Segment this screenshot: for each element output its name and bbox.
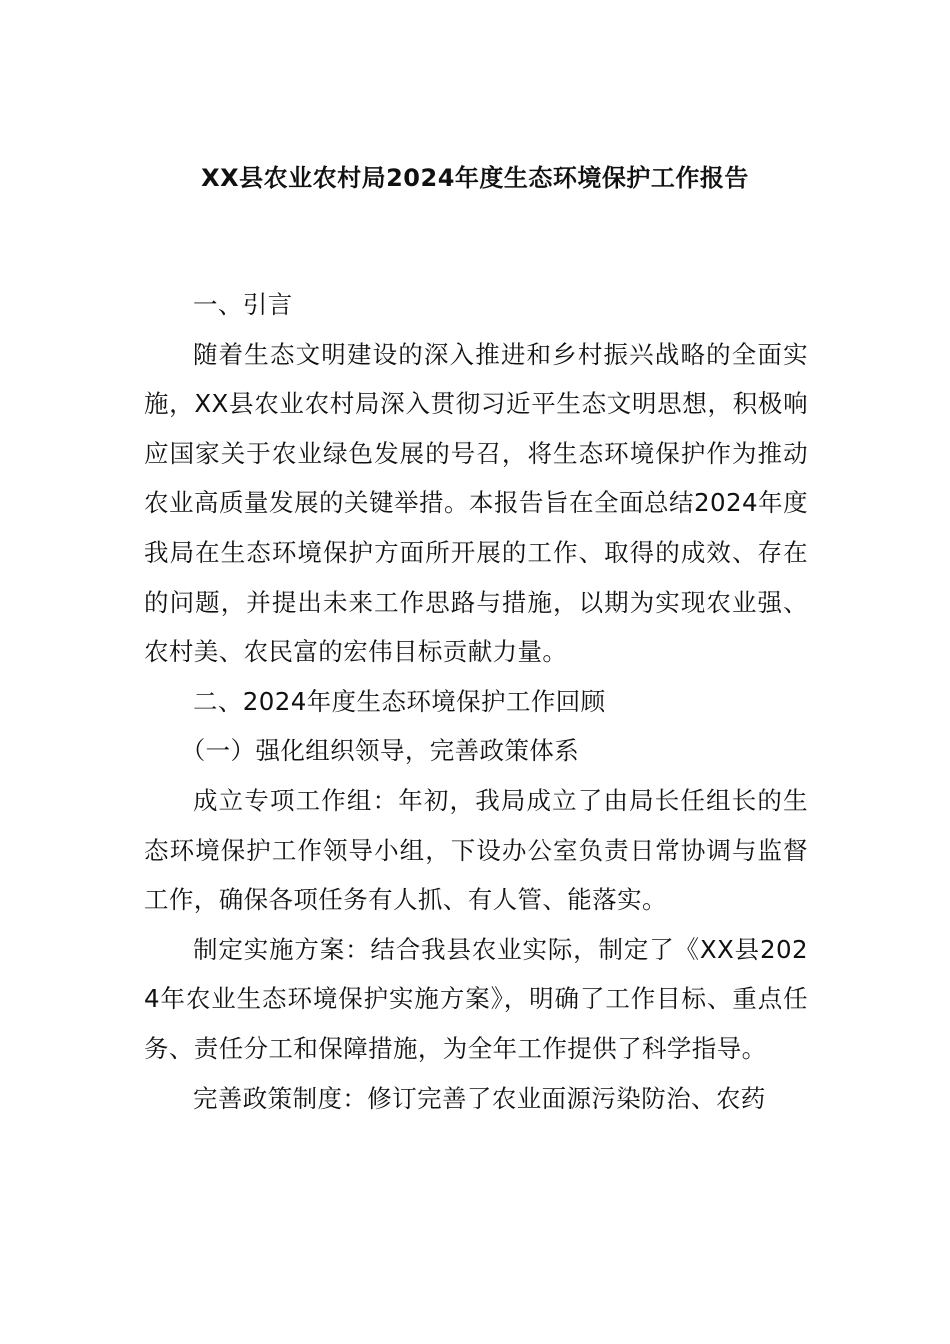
paragraph-item-3: 完善政策制度：修订完善了农业面源污染防治、农药 [193,1083,766,1113]
document-title: XX县农业农村局2024年度生态环境保护工作报告 [201,164,749,192]
subsection-heading-1: （一）强化组织领导，完善政策体系 [180,736,580,766]
section-heading-intro: 一、引言 [193,290,293,319]
document-body [144,280,808,1123]
section-heading-review: 二、2024年度生态环境保护工作回顾 [193,686,606,716]
paragraph-item-2: 制定实施方案：结合我县农业实际，制定了《XX县2024年农业生态环境保护实施方案》，明确了工作目标、重点任务、责任分工和保障措施，为全年工作提供了科学指导。 [144,934,808,1063]
intro-paragraph: 随着生态文明建设的深入推进和乡村振兴战略的全面实施，XX县农业农村局深入贯彻习近平生态文明思想，积极响应国家关于农业绿色发展的号召，将生态环境保护作为推动农业高质量发展的关键举措。本报告旨在全面总结2024年度我局在生态环境保护方面所开展的工作、取得的成效、存在的问题，并提出未来工作思路与措施，以期为实现农业强、农村美、农民富的宏伟目标贡献力量。 [144,339,808,667]
paragraph-item-1: 成立专项工作组：年初，我局成立了由局长任组长的生态环境保护工作领导小组，下设办公室负责日常协调与监督工作，确保各项任务有人抓、有人管、能落实。 [144,785,808,915]
